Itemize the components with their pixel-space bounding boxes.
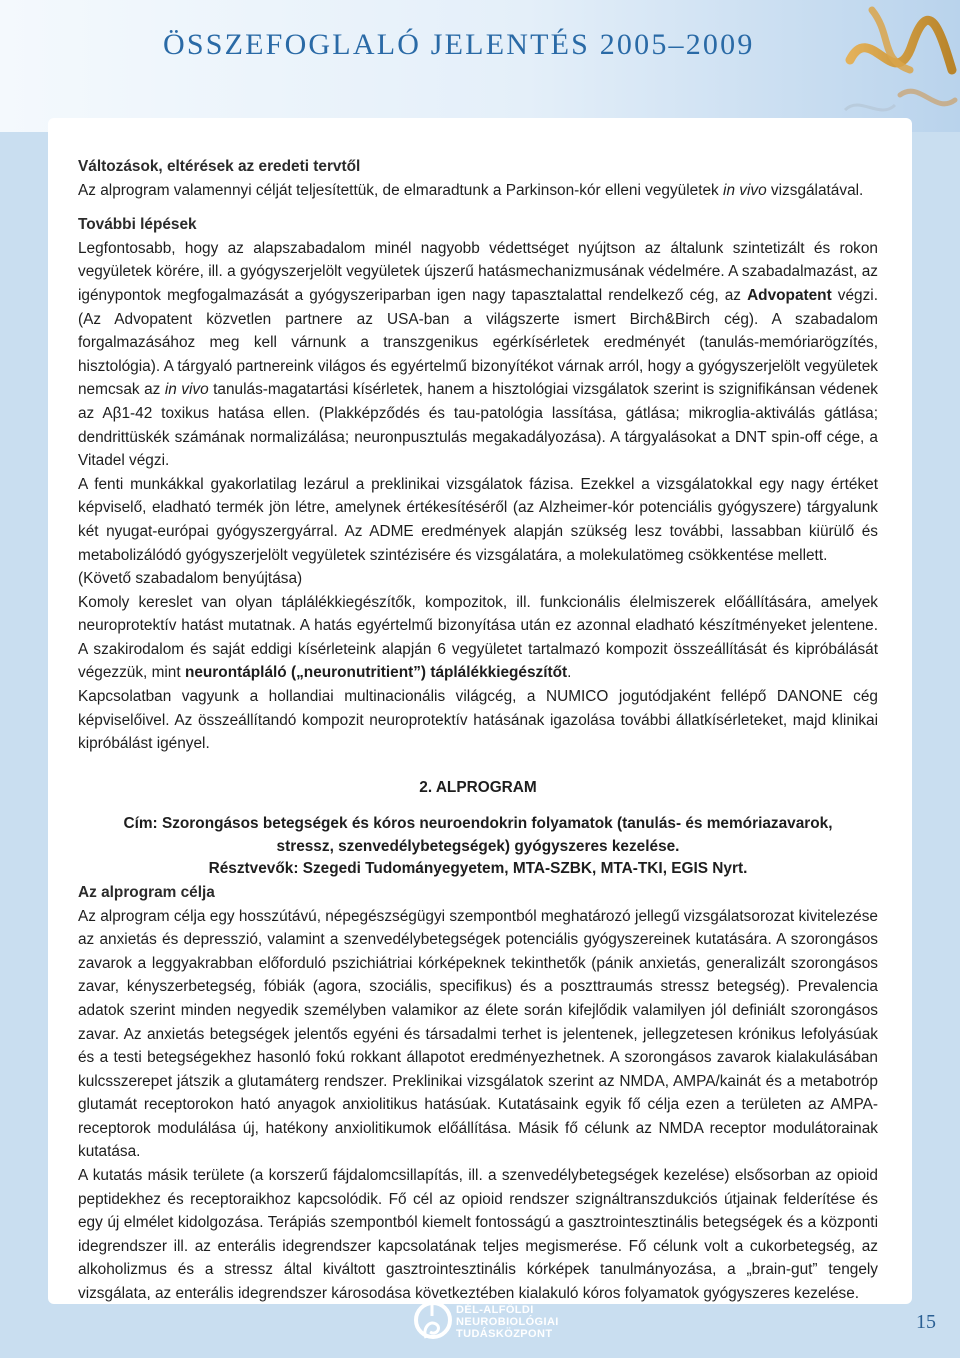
next-p1-text-2: végzi. (Az Advopatent közvetlen partnere az USA-ban a világszerte ismert Birch&Birch cég). A szabadalom forgalmazásához meg kell várnunk a transzgenikus egérkísérletek eredményét (tanulás-memóriarögzítés, hisztológia). A tárgyaló partnereink világos és egyértelmű bizonyítékot várnak arról, hogy a gyógyszerjelölt vegyületek nemcsak az — [78, 286, 878, 399]
changes-heading: Változások, eltérések az eredeti tervtől — [78, 158, 361, 175]
next-p1-text-3: tanulás-magatartási kísérletek, hanem a hisztológiai vizsgálatok szerint is szignifikánsan védenek az Aβ1-42 toxikus hatása ellen. (Plakképződés és tau-patológia lassítása, gátlása; mikroglia-aktiválás gátlása; dendrittüskék számának normalizálása; neuronpusztulás megakadályozása). A tárgyalásokat a DNT spin-off cége, a Vitadel végzi. — [78, 381, 878, 470]
goal-paragraph-2: A kutatás másik területe (a korszerű fájdalomcsillapítás, ill. a szenvedélybetegségek kezelése) elsősorban az opioid peptidekhez és receptoraikhoz kapcsolódik. Fő cél az opioid rendszer szignáltranszdukciós útjainak felderítése és egy új elmélet kidolgozása. Terápiás szempontból kiemelt fontosságú a gasztrointesztinális betegségek és a központi idegrendszer ill. az enterális idegrendszer kapcsolatának teljes megismerése. Fő célunk volt a cukorbetegség, az alkoholizmus és a stressz által kiváltott gasztrointesztinális kórképek tanulmányozása, a „brain-gut” tengely vizsgálata, az enterális idegrendszer károsodása következtében kialakuló kóros folyamatok gyógyszeres kezelése. — [78, 1167, 878, 1303]
neuro-center-logo-icon — [412, 1298, 454, 1348]
changes-text-end: vizsgálatával. — [766, 181, 864, 199]
logo-text — [456, 1304, 559, 1340]
page-header — [0, 0, 960, 132]
participants: Résztvevők: Szegedi Tudományegyetem, MTA-SZBK, MTA-TKI, EGIS Nyrt. — [208, 860, 748, 878]
alprogram-title-line-1: Cím: Szorongásos betegségek és kóros neuroendokrin folyamatok (tanulás- és memóriazavarok, — [123, 815, 833, 833]
next-p4-text: Komoly kereslet van olyan táplálékkiegészítők, kompozitok, ill. funkcionális élelmiszerek előállítására, amelyek neuroprotektív hatást mutatnak. A hatás egyértelmű bizonyítása után ez azonnal eladható készítményeket jelentene. A szakirodalom és saját eddigi kísérleteink alapján 6 vegyületet tartalmazó kompozit összeállítását és kipróbálását végezzük, mint — [78, 593, 878, 682]
next-steps-paragraph-5: Kapcsolatban vagyunk a hollandiai multinacionális világcég, a NUMICO jogutódjaként fellépő DANONE cég képviselőivel. Az összeállítandó kompozit neuroprotektív hatásának igazolása további állatkísérleteket, majd klinikai kipróbálást igényel. — [78, 688, 878, 753]
next-p4-end: . — [567, 664, 572, 682]
logo-line-1: DÉL-ALFÖLDI — [456, 1304, 534, 1316]
next-p1-text: Legfontosabb, hogy az alapszabadalom minél nagyobb védettséget nyújtson az általunk szintetizált és rokon vegyületek körére, ill. a gyógyszerjelölt vegyületek újszerű hatásmechanizmusának védelmére. A szabadalmazást, az igénypontok megfogalmazását a gyógyszeriparban igen nagy tapasztalattal rendelkező cég, az — [78, 239, 878, 304]
next-steps-paragraph-3: (Követő szabadalom benyújtása) — [78, 570, 303, 588]
goal-heading: Az alprogram célja — [78, 883, 215, 901]
advopatent-bold: Advopatent — [747, 286, 832, 304]
alprogram-number: 2. ALPROGRAM — [419, 778, 537, 796]
neuro-center-logo — [412, 1296, 572, 1352]
next-steps-paragraph-1 — [78, 237, 878, 473]
changes-paragraph — [78, 179, 878, 203]
report-title: ÖSSZEFOGLALÓ JELENTÉS 2005–2009 — [163, 28, 755, 61]
neurontaplalo-bold: neurontápláló („neuronutritient”) táplálékkiegészítőt — [184, 664, 568, 682]
alprogram-title-block — [78, 813, 878, 881]
next-p1-italic: in vivo — [164, 381, 209, 399]
next-steps-paragraph-2: A fenti munkákkal gyakorlatilag lezárul a preklinikai vizsgálatok fázisa. Ezekkel a vizsgálatokkal egy nagy értéket képviselő, eladható termék jön létre, amelynek értékesítéséről (az Alzheimer-kór potenciális gyógyszere) tárgyalunk két nyugat-európai gyógyszergyárral. Az ADME eredmények alapján szükség lesz további, lassabban kiürülő és metabolizálódó gyógyszerjelölt vegyületek szintézisére és vizsgálatára, a molekulatömeg csökkentése mellett. — [78, 475, 878, 564]
next-steps-heading: További lépések — [78, 216, 197, 234]
main-content — [78, 155, 878, 1306]
alprogram-title-line-2: stressz, szenvedélybetegségek) gyógyszeres kezelése. — [276, 837, 680, 855]
goal-paragraph-1: Az alprogram célja egy hosszútávú, népegészségügyi szempontból meghatározó jellegű vizsgálatsorozat kivitelezése az anxietás és depresszió, valamint a szenvedélybetegségek potenciális gyógyszereinek kutatására. A szorongásos zavarok a leggyakrabban előforduló pszichiátriai kórképeknek tekinthetők (pánik anxietás, generalizált szorongásos zavar, kényszerbetegség, fóbiák (agora, szociális, specifikus) és a poszttraumás stressz betegség). Prevalencia adatok szerint minden negyedik személyben valamikor az élete során kifejlődik valamilyen jól definiált szorongásos zavar. Az anxietás betegségek jelentős egyéni és társadalmi terhet is jelentenek, jellegzetesen krónikus lefolyásúak és a testi betegségekhez hasonló fokú rokkant állapotot eredményezhetnek. A szorongásos zavarok kialakulásában kulcsszerepet játszik a glutamáterg rendszer. Preklinikai vizsgálatok szerint az NMDA, AMPA/kainát és a metabotróp glutamát receptorokon ható anyagok anxiolitikus hatásúak. Kutatásaink egyik fő célja ezen a területen az AMPA-receptorok modulálása új, hatékony anxiolitikumok előállítása. Másik fő célunk az NMDA receptor modulátorainak kutatása. — [78, 907, 878, 1161]
page-number: 15 — [916, 1311, 936, 1333]
changes-text: Az alprogram valamennyi célját teljesítettük, de elmaradtunk a Parkinson-kór elleni vegyületek — [78, 181, 724, 199]
next-steps-paragraph-4 — [78, 591, 878, 685]
protein-helix-icon — [840, 0, 960, 132]
logo-line-2: NEUROBIOLÓGIAI — [456, 1316, 559, 1328]
logo-line-3: TUDÁSKÖZPONT — [456, 1328, 553, 1340]
changes-italic: in vivo — [723, 181, 767, 199]
